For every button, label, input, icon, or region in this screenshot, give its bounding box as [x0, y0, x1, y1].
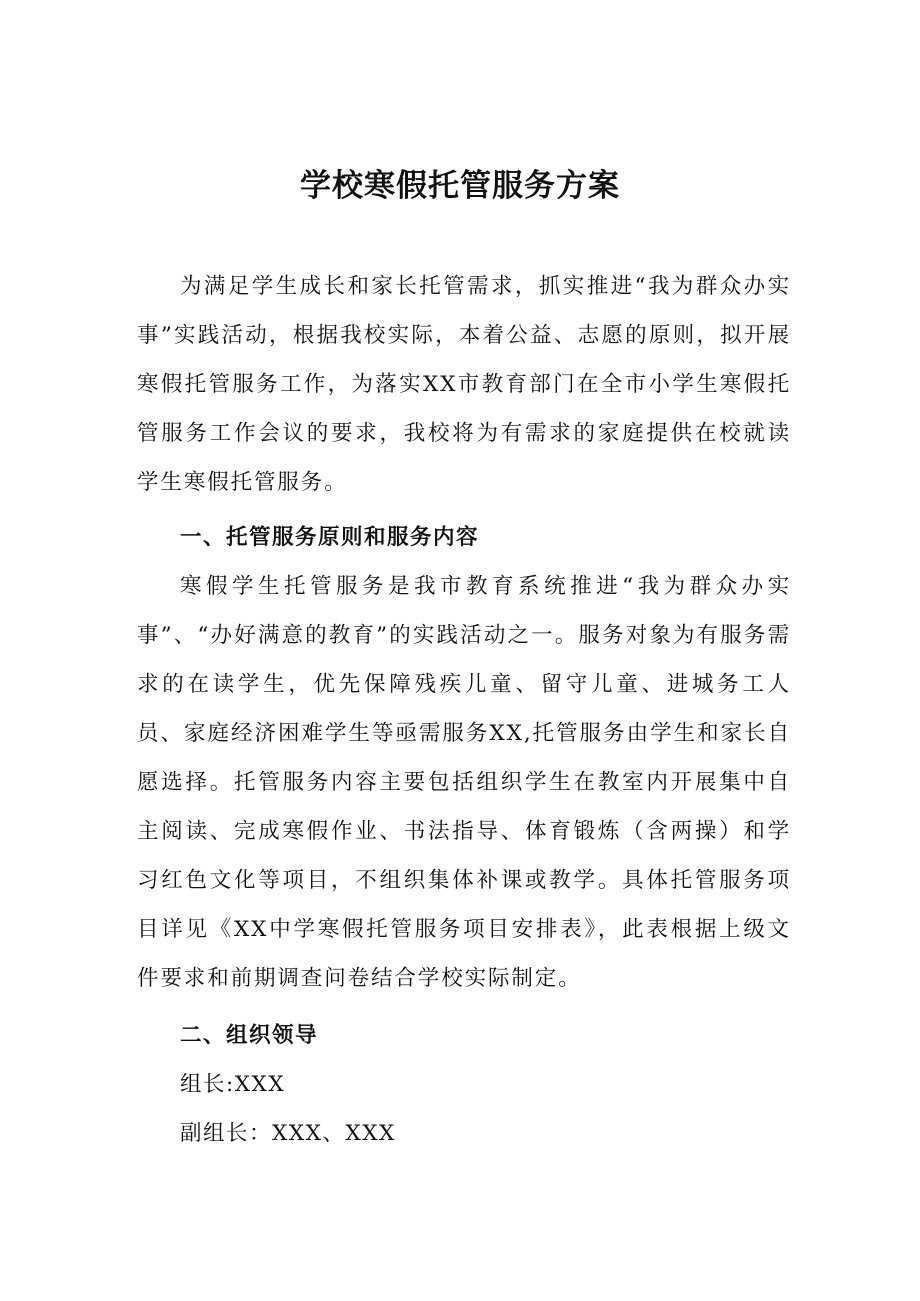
spacer — [137, 1003, 791, 1011]
leader-line: 组长:XXX — [180, 1072, 286, 1097]
section-2-heading: 二、组织领导 — [180, 1023, 319, 1048]
document-body — [137, 262, 791, 1158]
deputy-leader-line: 副组长：XXX、XXX — [180, 1121, 396, 1146]
document-title: 学校寒假托管服务方案 — [300, 168, 620, 204]
intro-paragraph: 为满足学生成长和家长托管需求，抓实推进“我为群众办实事”实践活动，根据我校实际，本着公益、志愿的原则，拟开展寒假托管服务工作，为落实XX市教育部门在全市小学生寒假托管服务工作会议的要求，我校将为有需求的家庭提供在校就读学生寒假托管服务。 — [137, 274, 791, 495]
section-1-paragraph: 寒假学生托管服务是我市教育系统推进“我为群众办实事”、“办好满意的教育”的实践活动之一。服务对象为有服务需求的在读学生，优先保障残疾儿童、留守儿童、进城务工人员、家庭经济困难学生等亟需服务XX,托管服务由学生和家长自愿选择。托管服务内容主要包括组织学生在教室内开展集中自主阅读、完成寒假作业、书法指导、体育锻炼（含两操）和学习红色文化等项目，不组织集体补课或教学。具体托管服务项目详见《XX中学寒假托管服务项目安排表》，此表根据上级文件要求和前期调查问卷结合学校实际制定。 — [137, 574, 791, 991]
section-1-heading: 一、托管服务原则和服务内容 — [180, 525, 480, 550]
